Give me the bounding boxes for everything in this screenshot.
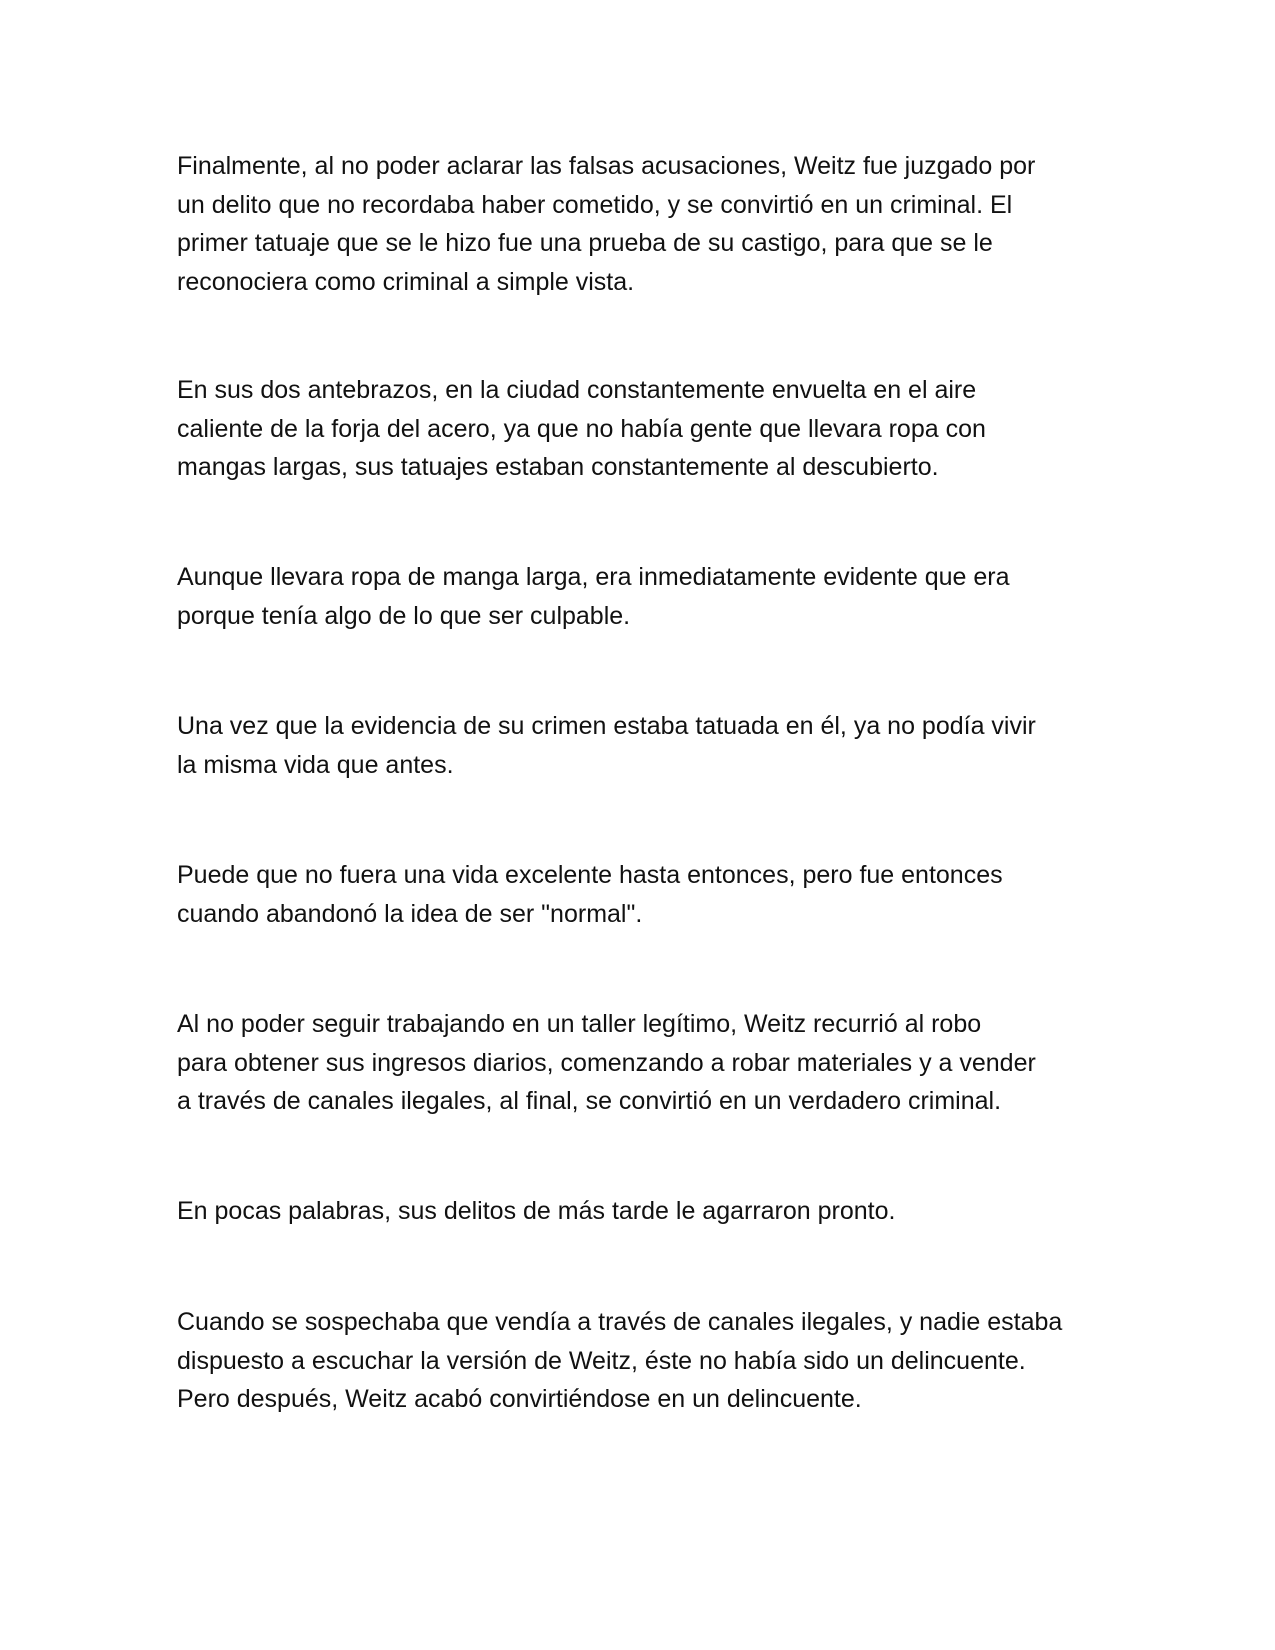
paragraph-line: a través de canales ilegales, al final, se convirtió en un verdadero criminal. — [177, 1087, 1002, 1115]
paragraph-3 — [177, 558, 1107, 635]
paragraph-line: reconociera como criminal a simple vista. — [177, 267, 635, 296]
paragraph-line: porque tenía algo de lo que ser culpable. — [177, 601, 631, 630]
paragraph-1 — [177, 147, 1107, 301]
paragraph-line: dispuesto a escuchar la versión de Weitz, éste no había sido un delincuente. — [177, 1346, 1026, 1375]
paragraph-line: mangas largas, sus tatuajes estaban constantemente al descubierto. — [177, 453, 939, 481]
paragraph-line: Al no poder seguir trabajando en un taller legítimo, Weitz recurrió al robo — [177, 1010, 982, 1038]
paragraph-line: primer tatuaje que se le hizo fue una prueba de su castigo, para que se le — [177, 229, 993, 257]
paragraph-line: cuando abandonó la idea de ser "normal". — [177, 899, 643, 928]
paragraph-line: Aunque llevara ropa de manga larga, era inmediatamente evidente que era — [177, 563, 1010, 591]
paragraph-line: Finalmente, al no poder aclarar las falsas acusaciones, Weitz fue juzgado por — [177, 152, 1036, 180]
paragraph-line: Puede que no fuera una vida excelente hasta entonces, pero fue entonces — [177, 861, 1003, 889]
paragraph-2 — [177, 371, 1107, 487]
paragraph-line: la misma vida que antes. — [177, 750, 454, 779]
paragraph-8 — [177, 1303, 1107, 1419]
paragraph-6 — [177, 1005, 1107, 1121]
paragraph-line: En pocas palabras, sus delitos de más tarde le agarraron pronto. — [177, 1197, 896, 1225]
paragraph-line: Cuando se sospechaba que vendía a través de canales ilegales, y nadie estaba — [177, 1308, 1063, 1336]
paragraph-line: caliente de la forja del acero, ya que no había gente que llevara ropa con — [177, 414, 986, 443]
paragraph-line: un delito que no recordaba haber cometido, y se convirtió en un criminal. El — [177, 190, 1013, 219]
paragraph-7 — [177, 1192, 1107, 1231]
paragraph-line: para obtener sus ingresos diarios, comenzando a robar materiales y a vender — [177, 1048, 1036, 1077]
paragraph-4 — [177, 707, 1107, 784]
paragraph-line: Una vez que la evidencia de su crimen estaba tatuada en él, ya no podía vivir — [177, 712, 1036, 740]
paragraph-line: En sus dos antebrazos, en la ciudad constantemente envuelta en el aire — [177, 376, 977, 404]
paragraph-line: Pero después, Weitz acabó convirtiéndose en un delincuente. — [177, 1385, 862, 1413]
paragraph-5 — [177, 856, 1107, 933]
